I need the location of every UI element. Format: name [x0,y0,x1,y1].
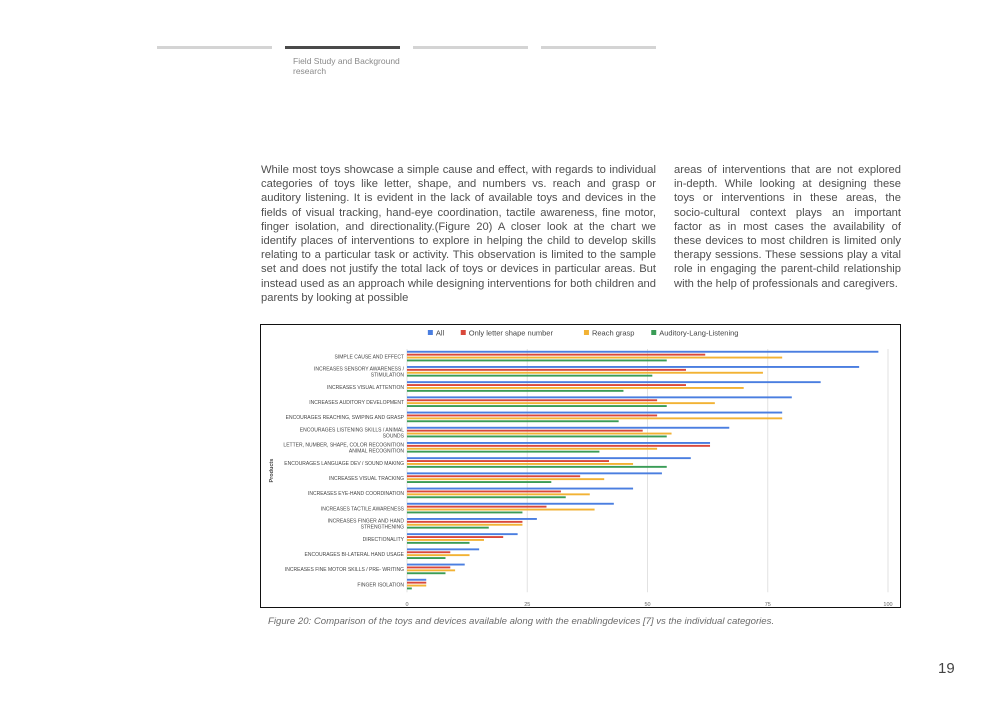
bar-2-12 [407,539,484,541]
category-label-4: ENCOURAGES REACHING, SWIPING AND GRASP [285,415,404,422]
bar-3-14 [407,572,445,574]
bar-chart [261,325,900,607]
bar-2-0 [407,357,782,359]
bar-1-14 [407,567,450,569]
bar-1-12 [407,536,503,538]
bar-3-13 [407,557,445,559]
bar-0-6 [407,442,710,444]
bar-2-10 [407,509,595,511]
legend-label-0: All [435,328,445,338]
bar-2-8 [407,478,604,480]
bar-1-9 [407,491,561,493]
bar-3-12 [407,542,470,544]
category-label-5-line-1: SOUNDS [382,433,404,440]
bar-3-1 [407,375,652,377]
bar-0-15 [407,579,426,581]
x-tick-label-0: 0 [405,602,409,607]
legend-label-3: Auditory-Lang-Listening [659,328,739,338]
bar-3-5 [407,436,667,438]
bar-3-4 [407,420,619,422]
x-tick-label-4: 100 [883,602,893,607]
bar-0-0 [407,351,878,353]
bar-3-15 [407,588,412,590]
y-axis-title: Products [269,458,275,483]
x-tick-label-3: 75 [764,602,771,607]
bar-2-5 [407,433,672,435]
category-label-0: SIMPLE CAUSE AND EFFECT [334,354,404,361]
bar-2-9 [407,493,590,495]
bar-3-11 [407,527,489,529]
category-label-7: ENCOURAGES LANGUAGE DEV / SOUND MAKING [284,460,404,467]
bar-0-1 [407,366,859,368]
x-tick-label-1: 25 [524,602,531,607]
legend-swatch-1 [461,330,466,335]
figure-caption: Figure 20: Comparison of the toys and devices available along with the enablingdevices [7] vs the individual categories. [268,616,775,627]
category-label-2: INCREASES VISUAL ATTENTION [327,384,404,391]
category-label-1-line-1: STIMULATION [370,372,404,379]
bar-1-11 [407,521,522,523]
category-label-5-line-0: ENCOURAGES LISTENING SKILLS / ANIMAL [299,427,404,434]
x-tick-label-2: 50 [644,602,651,607]
bar-2-11 [407,524,522,526]
bar-3-8 [407,481,551,483]
bar-1-6 [407,445,710,447]
bar-3-10 [407,512,522,514]
legend-swatch-2 [584,330,589,335]
category-label-11-line-1: STRENGTHENING [360,524,404,531]
bar-0-8 [407,472,662,474]
bar-1-8 [407,475,580,477]
bar-1-7 [407,460,609,462]
category-label-3: INCREASES AUDITORY DEVELOPMENT [309,400,404,406]
category-label-12: DIRECTIONALITY [362,536,404,543]
bar-3-3 [407,405,667,407]
category-label-1-line-0: INCREASES SENSORY AWARENESS / [313,366,404,373]
category-label-13: ENCOURAGES BI-LATERAL HAND USAGE [304,552,404,558]
category-label-11-line-0: INCREASES FINGER AND HAND [327,518,404,525]
bar-2-14 [407,569,455,571]
category-label-6-line-1: ANIMAL RECOGNITION [348,448,404,455]
legend-swatch-3 [651,330,656,335]
category-label-9: INCREASES EYE-HAND COORDINATION [307,491,404,498]
bar-1-13 [407,551,450,553]
bar-1-10 [407,506,546,508]
bar-1-15 [407,582,426,584]
bar-0-7 [407,457,691,459]
bar-1-4 [407,415,657,417]
category-label-15: FINGER ISOLATION [357,582,404,589]
bar-1-3 [407,399,657,401]
bar-3-7 [407,466,667,468]
bar-3-0 [407,360,667,362]
category-label-8: INCREASES VISUAL TRACKING [328,476,404,482]
bar-0-4 [407,412,782,414]
category-label-14: INCREASES FINE MOTOR SKILLS / PRE- WRITING [284,567,404,574]
bar-3-6 [407,451,599,453]
bar-0-5 [407,427,729,429]
bar-0-3 [407,396,792,398]
bar-3-2 [407,390,623,392]
section-label: Field Study and Background research [293,56,400,76]
body-text-left: While most toys showcase a simple cause and effect, with regards to individual categories of toys like letter, shape, and numbers vs. reach and grasp or auditory listening. It is evident in the lack of available toys and devices in the fields of visual tracking, hand-eye coordination, tactile awareness, fine motor, finger isolation, and directionality.(Figure 20) A closer look at the chart we identify places of interventions to explore in helping the child to develop skills relating to a particular task or activity. This observation is limited to the sample set and does not justify the total lack of toys or devices in particular areas. But instead used as an approach while designing interventions for both children and parents by looking at possible [261,164,656,304]
bar-2-7 [407,463,633,465]
category-label-10: INCREASES TACTILE AWARENESS [320,506,404,513]
legend-label-1: Only letter shape number [468,328,553,338]
bar-0-13 [407,548,479,550]
bar-2-1 [407,372,763,374]
bar-1-5 [407,430,643,432]
figure-chart [260,324,901,608]
progress-bar-3 [413,46,528,49]
progress-bar-4 [541,46,656,49]
bar-2-2 [407,387,744,389]
bar-2-3 [407,402,715,404]
legend-swatch-0 [428,330,433,335]
category-label-6-line-0: LETTER, NUMBER, SHAPE, COLOR RECOGNITION [283,442,404,449]
bar-1-2 [407,384,686,386]
bar-0-9 [407,488,633,490]
bar-3-9 [407,496,566,498]
progress-bar-2 [285,46,400,49]
progress-bar-1 [157,46,272,49]
legend-label-2: Reach grasp [591,328,635,338]
bar-2-6 [407,448,657,450]
bar-1-1 [407,369,686,371]
bar-2-4 [407,417,782,419]
bar-0-11 [407,518,537,520]
bar-2-13 [407,554,470,556]
page-number: 19 [938,660,955,677]
bar-0-2 [407,381,821,383]
bar-1-0 [407,354,705,356]
bar-0-12 [407,533,518,535]
body-text-right: areas of interventions that are not explored in-depth. While looking at designing these toys or interventions in these areas, the socio-cultural context plays an important factor as in most cases the availability of these devices to most children is limited only therapy sessions. These sessions play a vital role in engaging the parent-child relationship with the help of professionals and caregivers. [674,164,901,290]
bar-2-15 [407,585,426,587]
bar-0-10 [407,503,614,505]
bar-0-14 [407,564,465,566]
